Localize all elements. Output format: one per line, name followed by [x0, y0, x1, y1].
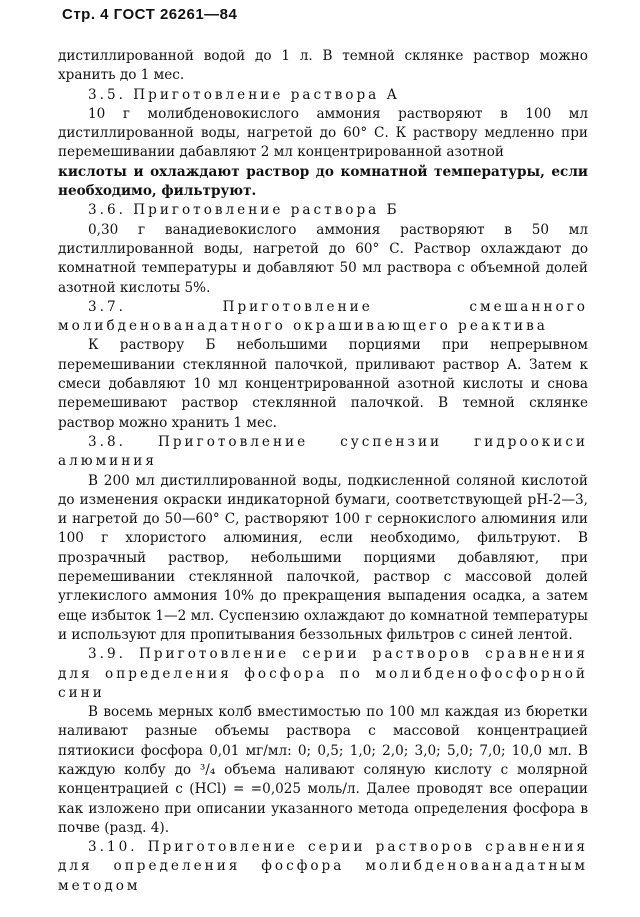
section-heading-3-6: 3.6. Приготовление раствора Б	[88, 202, 400, 219]
section-heading-3-5: 3.5. Приготовление раствора А	[88, 86, 400, 103]
section-heading-3-10: 3.10. Приготовление серии растворов сравнения для определения фосфора молибденованадатным методом	[58, 839, 588, 894]
paragraph-solution-a-bold: кислоты и охлаждают раствор до комнатной температуры, если необходимо, фильтруют.	[58, 163, 588, 200]
document-body	[58, 47, 588, 896]
paragraph-aluminium-suspension: В 200 мл дистиллированной воды, подкисленной соляной кислотой до изменения окраски индикаторной бумаги, соответствующей рН-2—3, и нагретой до 50—60° С, растворяют 100 г сернокислого алюминия или 100 г хлористого алюминия, если необходимо, фильтруют. В прозрачный раствор, небольшими порциями добавляют, при перемешивании стеклянной палочкой, раствор с массовой долей углекислого аммония 10% до прекращения выпадения осадка, а затем еще избыток 1—2 мл. Суспензию охлаждают до комнатной температуры и используют для пропитывания беззольных фильтров с синей лентой.	[58, 472, 588, 643]
paragraph-solution-b: 0,30 г ванадиевокислого аммония растворяют в 50 мл дистиллированной воды, нагретой до 60° С. Раствор охлаждают до комнатной температуры и добавляют 50 мл раствора с объемной долей азотной кислоты 5%.	[58, 221, 588, 296]
paragraph-mixed-reagent: К раствору Б небольшими порциями при непрерывном перемешивании стеклянной палочкой, приливают раствор А. Затем к смеси добавляют 10 мл концентрированной азотной кислоты и снова перемешивают раствор стеклянной палочкой. В темной склянке раствор можно хранить 1 мес.	[58, 337, 588, 431]
section-heading-3-8: 3.8. Приготовление суспензии гидроокиси алюминия	[58, 433, 588, 470]
paragraph-continuation: дистиллированной водой до 1 л. В темной склянке раствор можно хранить до 1 мес.	[58, 48, 588, 84]
paragraph-comparison-series: В восемь мерных колб вместимостью по 100 мл каждая из бюретки наливают разные объемы раствора с массовой концентрацией пятиокиси фосфора 0,01 мг/мл: 0; 0,5; 1,0; 2,0; 3,0; 5,0; 7,0; 10,0 мл. В каждую колбу до ³/₄ объема наливают соляную кислоту с молярной концентрацией с (HCl) = =0,025 моль/л. Далее проводят все операции как изложено при описании указанного метода определения фосфора в почве (разд. 4).	[58, 704, 588, 836]
section-heading-3-9: 3.9. Приготовление серии растворов сравнения для определения фосфора по молибденофосфорной сини	[58, 646, 588, 701]
page-header: Стр. 4 ГОСТ 26261—84	[62, 6, 238, 23]
section-heading-3-7: 3.7. Приготовление смешанного молибденованадатного окрашивающего реактива	[58, 298, 588, 335]
paragraph-solution-a: 10 г молибденовокислого аммония растворяют в 100 мл дистиллированной воды, нагретой до 60° С. К раствору медленно при перемешивании дабавляют 2 мл концентрированной азотной	[58, 105, 588, 161]
